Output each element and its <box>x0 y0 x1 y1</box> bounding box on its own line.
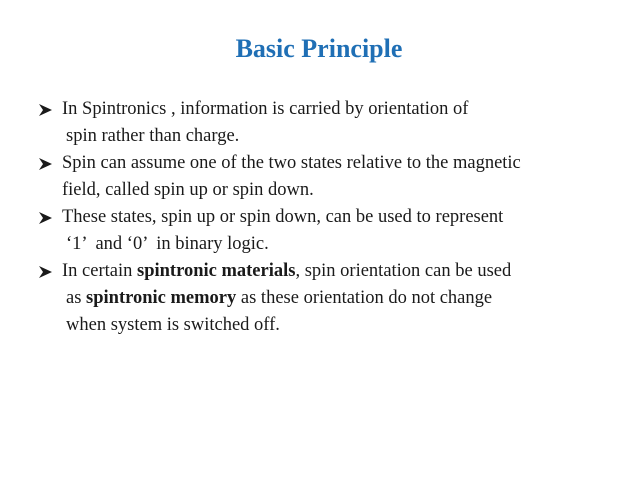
text-segment: as <box>66 288 87 308</box>
bullet-list <box>37 96 627 339</box>
emphasis-text: spintronic memory <box>86 288 237 308</box>
bullet-text-line <box>62 258 627 285</box>
bullet-text-line: field, called spin up or spin down. <box>62 180 314 200</box>
arrow-bullet-icon <box>38 96 54 123</box>
bullet-text-line: In Spintronics , information is carried by orientation of <box>62 99 469 119</box>
bullet-text-line: ‘1’ and ‘0’ in binary logic. <box>66 234 269 254</box>
arrow-bullet-icon <box>38 204 54 231</box>
bullet-text-line: when system is switched off. <box>66 315 280 335</box>
bullet-text-line: spin rather than charge. <box>66 126 240 146</box>
emphasis-text: spintronic materials <box>137 261 296 281</box>
bullet-item <box>37 204 627 258</box>
slide-title: Basic Principle <box>235 34 403 63</box>
arrow-bullet-icon <box>38 150 54 177</box>
bullet-text-line <box>62 285 627 312</box>
text-segment: In certain <box>62 261 137 281</box>
bullet-text-line: Spin can assume one of the two states relative to the magnetic <box>62 153 521 173</box>
bullet-item <box>37 96 627 150</box>
arrow-bullet-icon <box>38 258 54 285</box>
bullet-item <box>37 258 627 339</box>
bullet-item <box>37 150 627 204</box>
text-segment: , spin orientation can be used <box>295 261 512 281</box>
text-segment: as these orientation do not change <box>236 288 493 308</box>
bullet-text-line: These states, spin up or spin down, can be used to represent <box>62 207 504 227</box>
